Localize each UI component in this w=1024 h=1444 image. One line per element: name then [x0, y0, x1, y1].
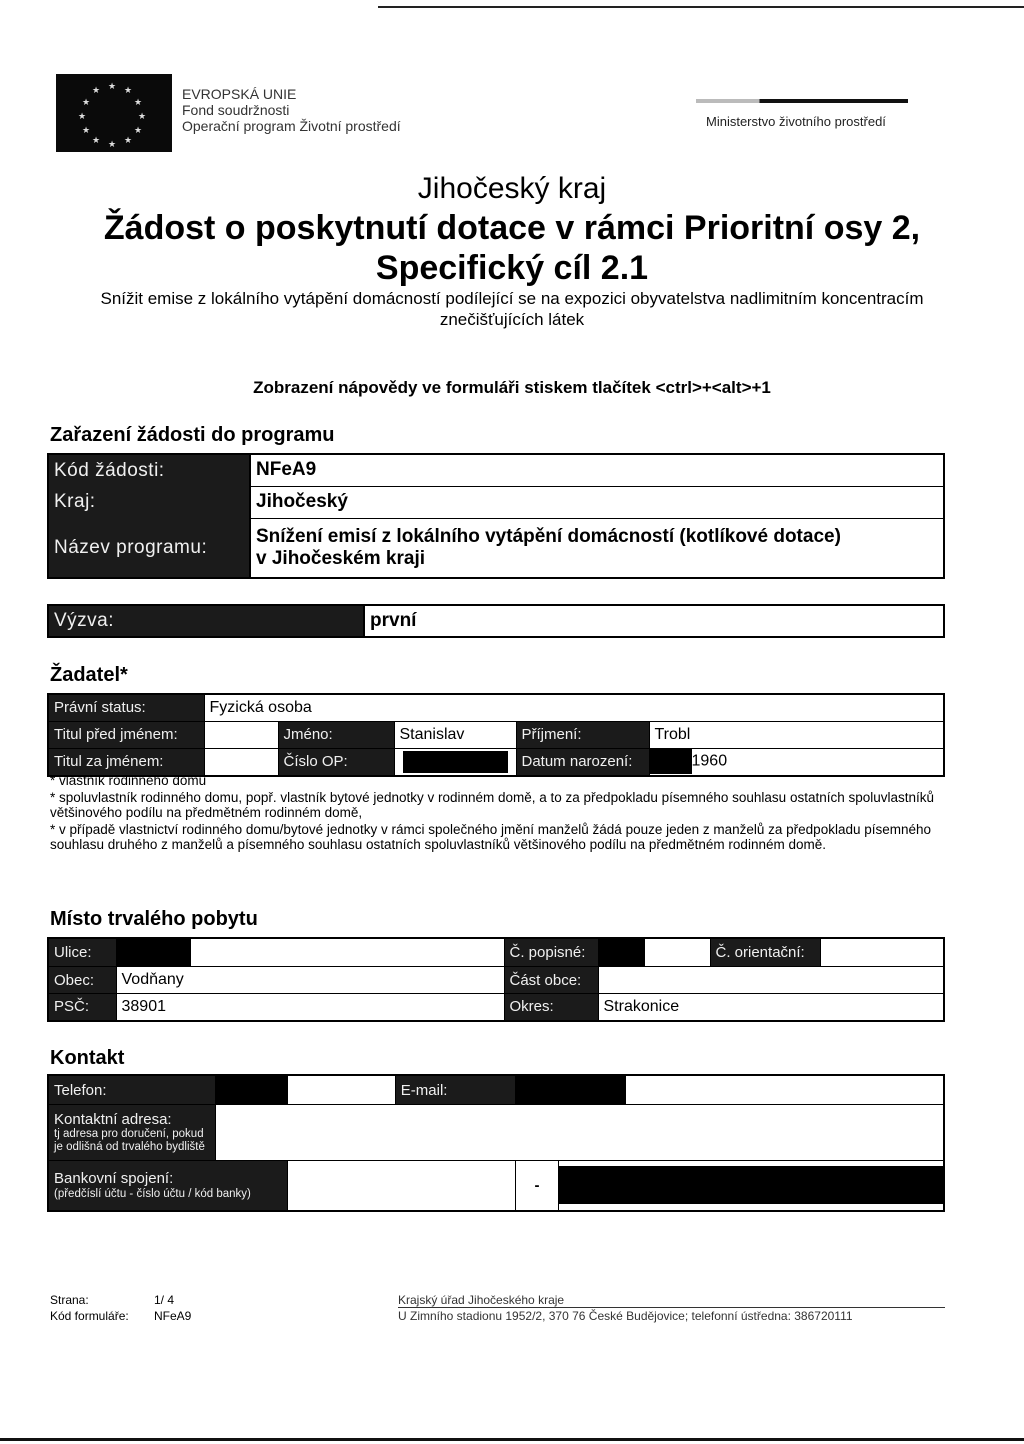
applicant-table: [47, 693, 945, 777]
legal-status-label: Právní status:: [48, 694, 204, 721]
house-no-value[interactable]: [644, 938, 710, 967]
page-label: Strana:: [50, 1293, 89, 1307]
eu-name: EVROPSKÁ UNIE: [182, 86, 297, 102]
bank-account-value[interactable]: [559, 1161, 945, 1211]
contact-table: [47, 1074, 945, 1212]
redacted-birth-date: [650, 749, 692, 774]
contact-address-note: tj adresa pro doručení, pokud je odlišná od trvalého bydliště: [54, 1127, 205, 1153]
form-title-line2: Specifický cíl 2.1: [375, 249, 649, 287]
residence-table: [47, 937, 945, 1022]
redacted-email: [516, 1076, 626, 1104]
footer-right: [398, 1292, 853, 1324]
phone-value[interactable]: [288, 1075, 396, 1105]
contact-address-label-cell: [48, 1105, 215, 1161]
street-value[interactable]: [190, 938, 504, 967]
legal-status-value[interactable]: Fyzická osoba: [204, 694, 944, 721]
street-redacted-cell: [116, 938, 190, 967]
county-value[interactable]: Strakonice: [598, 994, 944, 1021]
eu-fund: Fond soudržnosti: [182, 102, 290, 118]
city-label: Obec:: [48, 967, 116, 994]
contact-address-label: Kontaktní adresa:: [54, 1110, 172, 1128]
redacted-street: [117, 939, 190, 966]
eu-program: Operační program Životní prostředí: [182, 118, 401, 134]
surname-value[interactable]: Trobl: [649, 721, 944, 748]
call-value[interactable]: první: [364, 605, 944, 637]
redacted-id-card: [403, 751, 508, 773]
title-before-value[interactable]: [204, 721, 278, 748]
region-value[interactable]: Jihočeský: [250, 486, 944, 518]
bank-label-cell: [48, 1161, 288, 1211]
street-label: Ulice:: [48, 938, 116, 967]
note-owner: * vlastník rodinného domu: [50, 773, 207, 788]
form-subtitle: Snížit emise z lokálního vytápění domácností podílející se na expozici obyvatelstva nadlimitním koncentracím znečišťujících látek: [100, 289, 924, 329]
code-value[interactable]: NFeA9: [250, 454, 944, 486]
district-part-value[interactable]: [598, 967, 944, 994]
ministry-logo-bar: [696, 99, 908, 103]
footer-left: [50, 1292, 191, 1324]
zip-value[interactable]: 38901: [116, 994, 504, 1021]
house-no-redacted-cell: [598, 938, 644, 967]
region-title: Jihočeský kraj: [417, 172, 607, 205]
district-part-label: Část obce:: [504, 967, 598, 994]
title-before-label: Titul před jménem:: [48, 721, 204, 748]
title-after-label: Titul za jménem:: [48, 748, 204, 776]
phone-redacted-cell: [215, 1075, 287, 1105]
form-code-label: Kód formuláře:: [50, 1309, 129, 1323]
phone-label: Telefon:: [48, 1075, 215, 1105]
county-label: Okres:: [504, 994, 598, 1021]
zip-label: PSČ:: [48, 994, 116, 1021]
residence-heading: Místo trvalého pobytu: [50, 908, 258, 930]
city-value[interactable]: Vodňany: [116, 967, 504, 994]
orient-no-value[interactable]: [820, 938, 944, 967]
program-name-line1: Snížení emisí z lokálního vytápění domácností (kotlíkové dotace): [256, 525, 841, 547]
help-hint: Zobrazení nápovědy ve formuláři stiskem tlačítek <ctrl>+<alt>+1: [253, 378, 771, 397]
note-coowner: * spoluvlastník rodinného domu, popř. vlastník bytové jednotky v rodinném domě, a to za předpokladu písemného souhlasu ostatních spoluvlastníků většinového podílu na předmětném rodinném domě,: [50, 790, 935, 820]
form-title-line1: Žádost o poskytnutí dotace v rámci Prioritní osy 2,: [103, 209, 921, 247]
bank-dash: -: [515, 1161, 558, 1211]
surname-label: Příjmení:: [516, 721, 649, 748]
applicant-heading: Žadatel*: [50, 664, 128, 686]
title-after-value[interactable]: [204, 748, 278, 776]
contact-heading: Kontakt: [50, 1047, 125, 1069]
first-name-value[interactable]: Stanislav: [394, 721, 516, 748]
code-label: Kód žádosti:: [48, 454, 250, 486]
form-code-value: NFeA9: [154, 1309, 192, 1323]
redacted-bank-account: [559, 1166, 943, 1204]
program-name-value[interactable]: [250, 518, 944, 578]
email-value[interactable]: [515, 1075, 944, 1105]
call-table: [47, 604, 945, 638]
ministry-name: Ministerstvo životního prostředí: [706, 114, 886, 129]
birth-date-value[interactable]: [649, 748, 944, 776]
email-label: E-mail:: [395, 1075, 515, 1105]
id-card-label: Číslo OP:: [278, 748, 394, 776]
orient-no-label: Č. orientační:: [710, 938, 820, 967]
bank-prefix-value[interactable]: [288, 1161, 516, 1211]
eu-program-text: [182, 86, 401, 134]
birth-date-label: Datum narození:: [516, 748, 649, 776]
id-card-value[interactable]: [394, 748, 516, 776]
birth-year: 1960: [691, 752, 728, 770]
house-no-label: Č. popisné:: [504, 938, 598, 967]
scan-bottom-line: [0, 1438, 1024, 1441]
bank-label: Bankovní spojení:: [54, 1169, 174, 1187]
first-name-label: Jméno:: [278, 721, 394, 748]
call-label: Výzva:: [48, 605, 364, 637]
program-name-line2: v Jihočeském kraji: [256, 547, 425, 569]
footer-divider: [398, 1307, 945, 1308]
office-name: Krajský úřad Jihočeského kraje: [398, 1293, 565, 1307]
eu-flag-logo: ★ ★ ★ ★ ★ ★ ★ ★ ★ ★ ★ ★: [56, 74, 172, 152]
redacted-house-no: [599, 939, 644, 966]
program-heading: Zařazení žádosti do programu: [50, 424, 335, 446]
form-title: [0, 208, 1024, 288]
scan-top-line: [378, 6, 1024, 8]
program-table: [47, 453, 945, 579]
page-value: 1/ 4: [154, 1293, 175, 1307]
office-address: U Zimního stadionu 1952/2, 370 76 České Budějovice; telefonní ústředna: 386720111: [398, 1309, 853, 1323]
redacted-phone: [216, 1076, 287, 1104]
contact-address-value[interactable]: [215, 1105, 944, 1161]
program-name-label: Název programu:: [48, 518, 250, 578]
region-label: Kraj:: [48, 486, 250, 518]
bank-note: (předčíslí účtu - číslo účtu / kód banky): [54, 1187, 251, 1200]
applicant-notes: [50, 773, 950, 854]
note-spouses: * v případě vlastnictví rodinného domu/bytové jednotky v rámci společného jmění manželů žádá pouze jeden z manželů za předpokladu písemného souhlasu druhého z manželů a písemného souhlasu ostatních spoluvlastníků většinového podílu na předmětném rodinném domě.: [50, 822, 932, 852]
